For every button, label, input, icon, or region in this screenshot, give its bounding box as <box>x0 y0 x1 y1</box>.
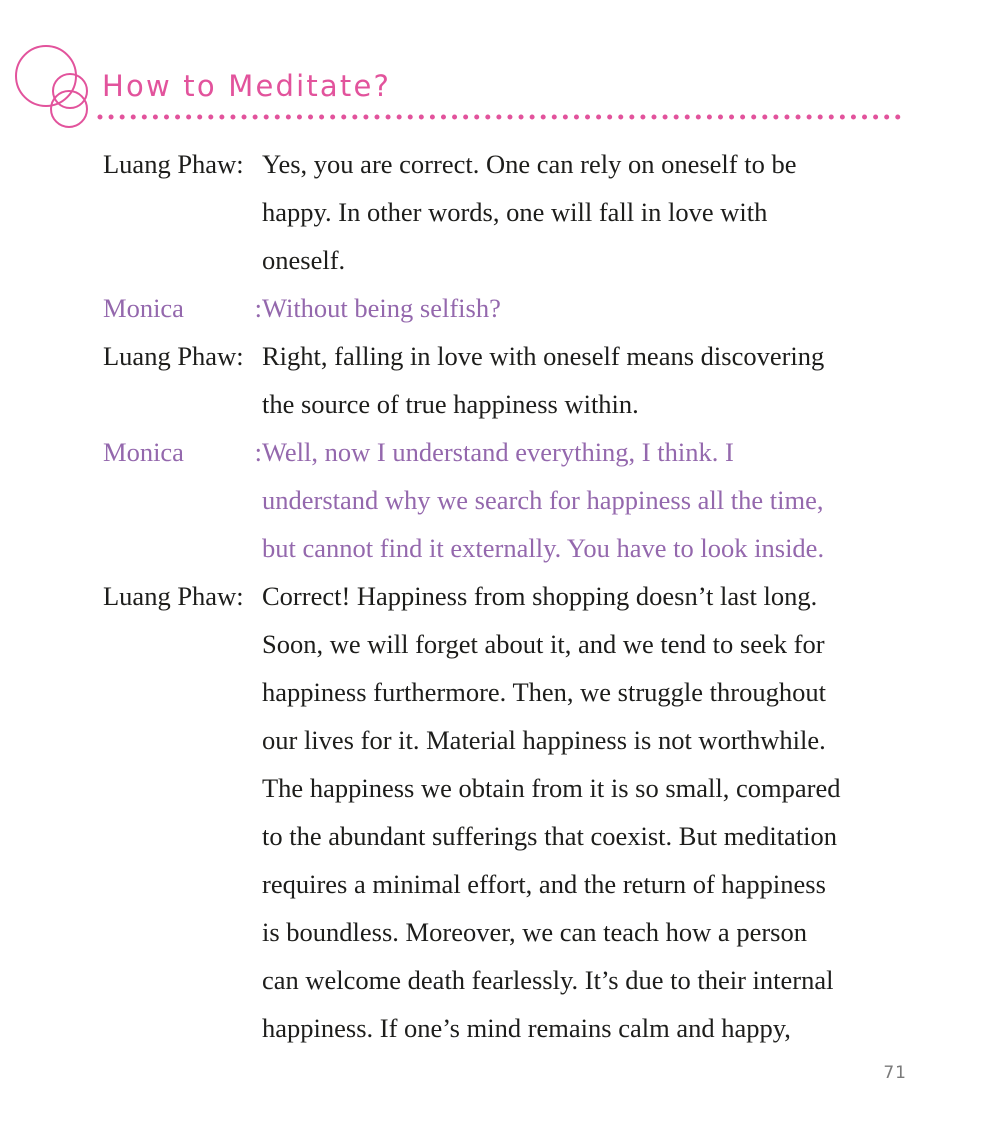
speaker-separator: : <box>236 149 244 179</box>
page-number: 71 <box>883 1063 907 1083</box>
dialogue-text: Right, falling in love with oneself means discovering the source of true happiness within. <box>262 341 825 419</box>
speaker-separator: : <box>254 293 262 323</box>
overlapping-circles-icon <box>10 40 100 135</box>
dialogue-entry-luang-phaw <box>103 332 903 428</box>
dialogue-entry-monica <box>103 284 903 332</box>
speaker-name: Luang Phaw <box>103 581 237 611</box>
dialogue-entry-luang-phaw <box>103 140 903 284</box>
dialogue-text: Without being selfish? <box>262 293 501 323</box>
dotted-divider <box>97 112 907 122</box>
dialogue <box>103 140 903 1052</box>
page-header <box>0 0 1000 140</box>
speaker-separator: : <box>254 437 262 467</box>
speaker-name: Monica <box>103 437 184 467</box>
dialogue-text: Well, now I understand everything, I think. I understand why we search for happiness all the time, but cannot find it externally. You have to look inside. <box>262 437 825 563</box>
speaker-name: Luang Phaw <box>103 149 237 179</box>
speaker-separator: : <box>236 341 244 371</box>
dialogue-text: Yes, you are correct. One can rely on oneself to be happy. In other words, one will fall in love with oneself. <box>262 149 797 275</box>
dialogue-entry-luang-phaw <box>103 572 903 1052</box>
dialogue-entry-monica <box>103 428 903 572</box>
page-title: How to Meditate? <box>102 69 392 103</box>
dialogue-text: Correct! Happiness from shopping doesn’t last long. Soon, we will forget about it, and we tend to seek for happiness furthermore. Then, we struggle throughout our lives for it. Material happiness is not worthwhile. The happiness we obtain from it is so small, compared to the abundant sufferings that coexist. But meditation requires a minimal effort, and the return of happiness is boundless. Moreover, we can teach how a person can welcome death fearlessly. It’s due to their internal happiness. If one’s mind remains calm and happy, <box>262 581 841 1043</box>
speaker-name: Luang Phaw <box>103 341 237 371</box>
speaker-separator: : <box>236 581 244 611</box>
speaker-name: Monica <box>103 293 184 323</box>
